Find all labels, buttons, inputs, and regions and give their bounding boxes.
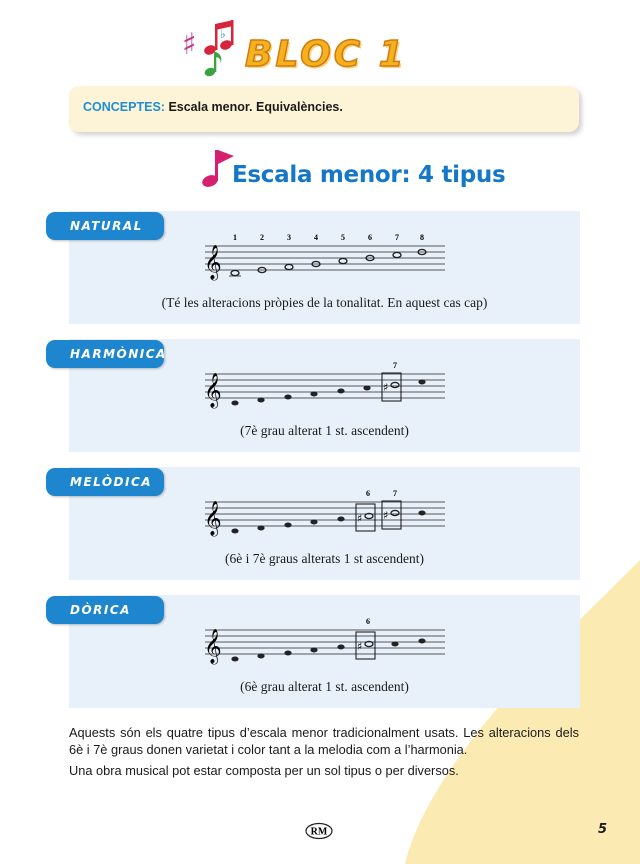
caption-natural: (Té les alteracions pròpies de la tonalitat. En aquest cas cap) (161, 295, 488, 310)
sharp-icon: ♯ (383, 509, 389, 522)
paragraph-intro: Aquests són els quatre tipus d’escala menor tradicionalment usats. Les alteracions dels 6è i 7è graus donen varietat i color tant a la melodia com a l’harmonia. (69, 725, 579, 757)
tab-harmonica: HARMÒNICA (46, 340, 164, 368)
tab-dorica: DÒRICA (46, 596, 164, 624)
section-title: Escala menor: 4 tipus (232, 162, 506, 188)
staff-melodica (200, 484, 450, 554)
degree-label: 7 (395, 233, 399, 242)
degree-label: 7 (393, 489, 397, 498)
degree-label: 8 (420, 233, 424, 242)
degree-label: 3 (287, 233, 291, 242)
treble-clef-icon: 𝄞 (204, 373, 222, 408)
caption-harmonica: (7è grau alterat 1 st. ascendent) (240, 423, 409, 438)
staff-dorica (200, 612, 450, 682)
degree-label: 4 (314, 233, 318, 242)
concepts-line (83, 100, 343, 114)
caption-melodica: (6è i 7è graus alterats 1 st ascendent) (224, 551, 425, 566)
degree-label: 6 (366, 617, 370, 626)
staff-harmonica (200, 356, 450, 426)
sharp-icon: ♯ (357, 640, 363, 653)
sharp-icon: ♯ (383, 381, 389, 394)
degree-label: 6 (366, 489, 370, 498)
concepts-label: CONCEPTES: (83, 100, 165, 114)
degree-label: 1 (233, 233, 237, 242)
treble-clef-icon: 𝄞 (204, 501, 222, 536)
degree-label: 2 (260, 233, 264, 242)
degree-label: 6 (368, 233, 372, 242)
degree-label: 7 (393, 361, 397, 370)
tab-natural: NATURAL (46, 212, 164, 240)
treble-clef-icon: 𝄞 (204, 245, 222, 280)
svg-text:♭: ♭ (220, 27, 226, 41)
tab-melodica: MELÒDICA (46, 468, 164, 496)
pink-note-icon (200, 146, 236, 188)
degree-label: 5 (341, 233, 345, 242)
treble-clef-icon: 𝄞 (204, 629, 222, 664)
svg-text:♯: ♯ (182, 27, 197, 62)
staff-natural (200, 228, 450, 298)
sharp-icon: ♯ (357, 512, 363, 525)
caption-dorica: (6è grau alterat 1 st. ascendent) (240, 679, 409, 694)
rm-logo-text: RM (310, 826, 328, 838)
bloc-title: BLOC 1 (245, 34, 407, 75)
paragraph-closing: Una obra musical pot estar composta per un sol tipus o per diversos. (69, 763, 459, 778)
rm-logo (304, 822, 334, 840)
concepts-box (69, 86, 579, 132)
concepts-text: Escala menor. Equivalències. (168, 100, 343, 114)
page-number: 5 (598, 822, 608, 837)
